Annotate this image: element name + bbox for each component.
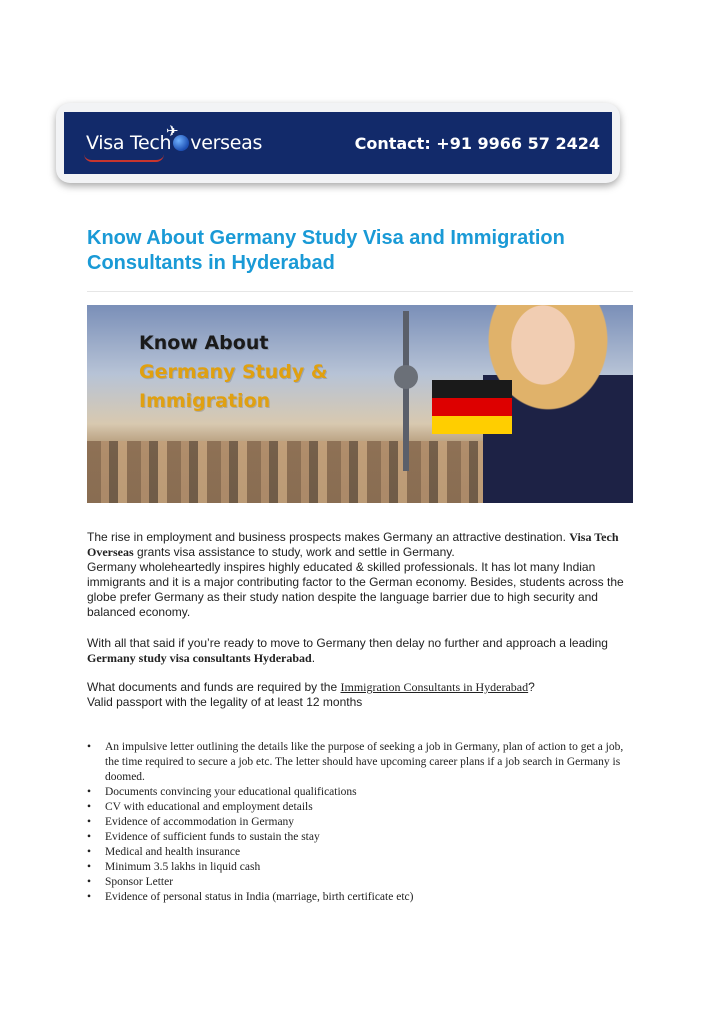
documents-question: [87, 680, 632, 710]
visa-tech-logo[interactable]: [64, 122, 326, 154]
requirements-list: [87, 740, 632, 905]
hero-line-2: Germany Study &: [139, 361, 328, 383]
list-item: [87, 830, 632, 845]
list-item-text: Documents convincing your educational qualifications: [105, 786, 357, 798]
list-item: [87, 785, 632, 800]
list-item-text: Minimum 3.5 lakhs in liquid cash: [105, 861, 261, 873]
divider: [87, 291, 633, 292]
list-item-text: Evidence of personal status in India (marriage, birth certificate etc): [105, 891, 414, 903]
list-item-text: Medical and health insurance: [105, 846, 241, 858]
page-title: [87, 226, 617, 276]
list-item: [87, 815, 632, 830]
bullet-icon: •: [87, 801, 92, 813]
flag-stripe-red: [432, 398, 512, 416]
question-end: ?: [528, 680, 535, 694]
list-item: [87, 740, 632, 785]
list-item: [87, 875, 632, 890]
title-city: Hyderabad: [231, 252, 335, 274]
list-item: [87, 845, 632, 860]
approach-end: .: [311, 651, 316, 665]
intro-paragraph: [87, 530, 632, 620]
hero-headline: [139, 329, 327, 416]
bullet-icon: •: [87, 846, 92, 858]
bullet-icon: •: [87, 816, 92, 828]
flag-stripe-black: [432, 380, 512, 398]
list-item-text: Sponsor Letter: [105, 876, 174, 888]
bullet-icon: •: [87, 861, 92, 873]
approach-paragraph: [87, 636, 632, 666]
intro-text-a: The rise in employment and business prospects makes Germany an attractive destination.: [87, 530, 566, 544]
immigration-consultants-link[interactable]: Immigration Consultants in Hyderabad: [340, 680, 529, 694]
title-text: Know About Germany Study Visa and Immigration Consultants in: [87, 227, 565, 274]
brand-name: Visa Tech Overseas: [87, 530, 619, 559]
list-item: [87, 890, 632, 905]
logo-text-1: Visa Tech: [86, 132, 172, 154]
intro-text-c: Germany wholeheartedly inspires highly educated & skilled professionals. It has lot many Indian immigrants and it is a major contributing factor to the German economy. Besides, students across the globe prefer Germany as their study nation despite the language barrier due to high security and balanced economy.: [87, 560, 624, 619]
tv-tower-sphere: [394, 365, 418, 389]
hero-image: [87, 305, 633, 503]
bullet-icon: •: [87, 741, 92, 753]
flag-stripe-gold: [432, 416, 512, 434]
logo-text-2: verseas: [190, 132, 263, 154]
approach-bold: Germany study visa consultants Hyderabad: [87, 651, 312, 665]
passport-requirement: Valid passport with the legality of at least 12 months: [87, 695, 363, 709]
list-item: [87, 800, 632, 815]
list-item-text: An impulsive letter outlining the details like the purpose of seeking a job in Germany, plan of action to get a job, the time required to secure a job etc. The letter should have upcoming career plans if a job search in Germany is doomed.: [105, 741, 624, 783]
hero-line-3: Immigration: [139, 390, 271, 412]
bullet-icon: •: [87, 786, 92, 798]
intro-text-b: grants visa assistance to study, work and settle in Germany.: [137, 545, 455, 559]
germany-flag-icon: [432, 380, 512, 434]
hero-line-1: Know About: [139, 332, 269, 354]
bullet-icon: •: [87, 891, 92, 903]
list-item-text: Evidence of sufficient funds to sustain the stay: [105, 831, 320, 843]
approach-text: With all that said if you’re ready to move to Germany then delay no further and approach a leading: [87, 636, 608, 650]
list-item: [87, 860, 632, 875]
header-banner: [64, 112, 612, 174]
question-text: What documents and funds are required by the: [87, 680, 338, 694]
bullet-icon: •: [87, 831, 92, 843]
contact-number[interactable]: Contact: +91 9966 57 2424: [354, 133, 600, 153]
logo-swoosh: [84, 154, 164, 162]
airplane-icon: ✈: [166, 122, 179, 140]
list-item-text: Evidence of accommodation in Germany: [105, 816, 295, 828]
tv-tower: [403, 311, 409, 471]
list-item-text: CV with educational and employment details: [105, 801, 313, 813]
bullet-icon: •: [87, 876, 92, 888]
